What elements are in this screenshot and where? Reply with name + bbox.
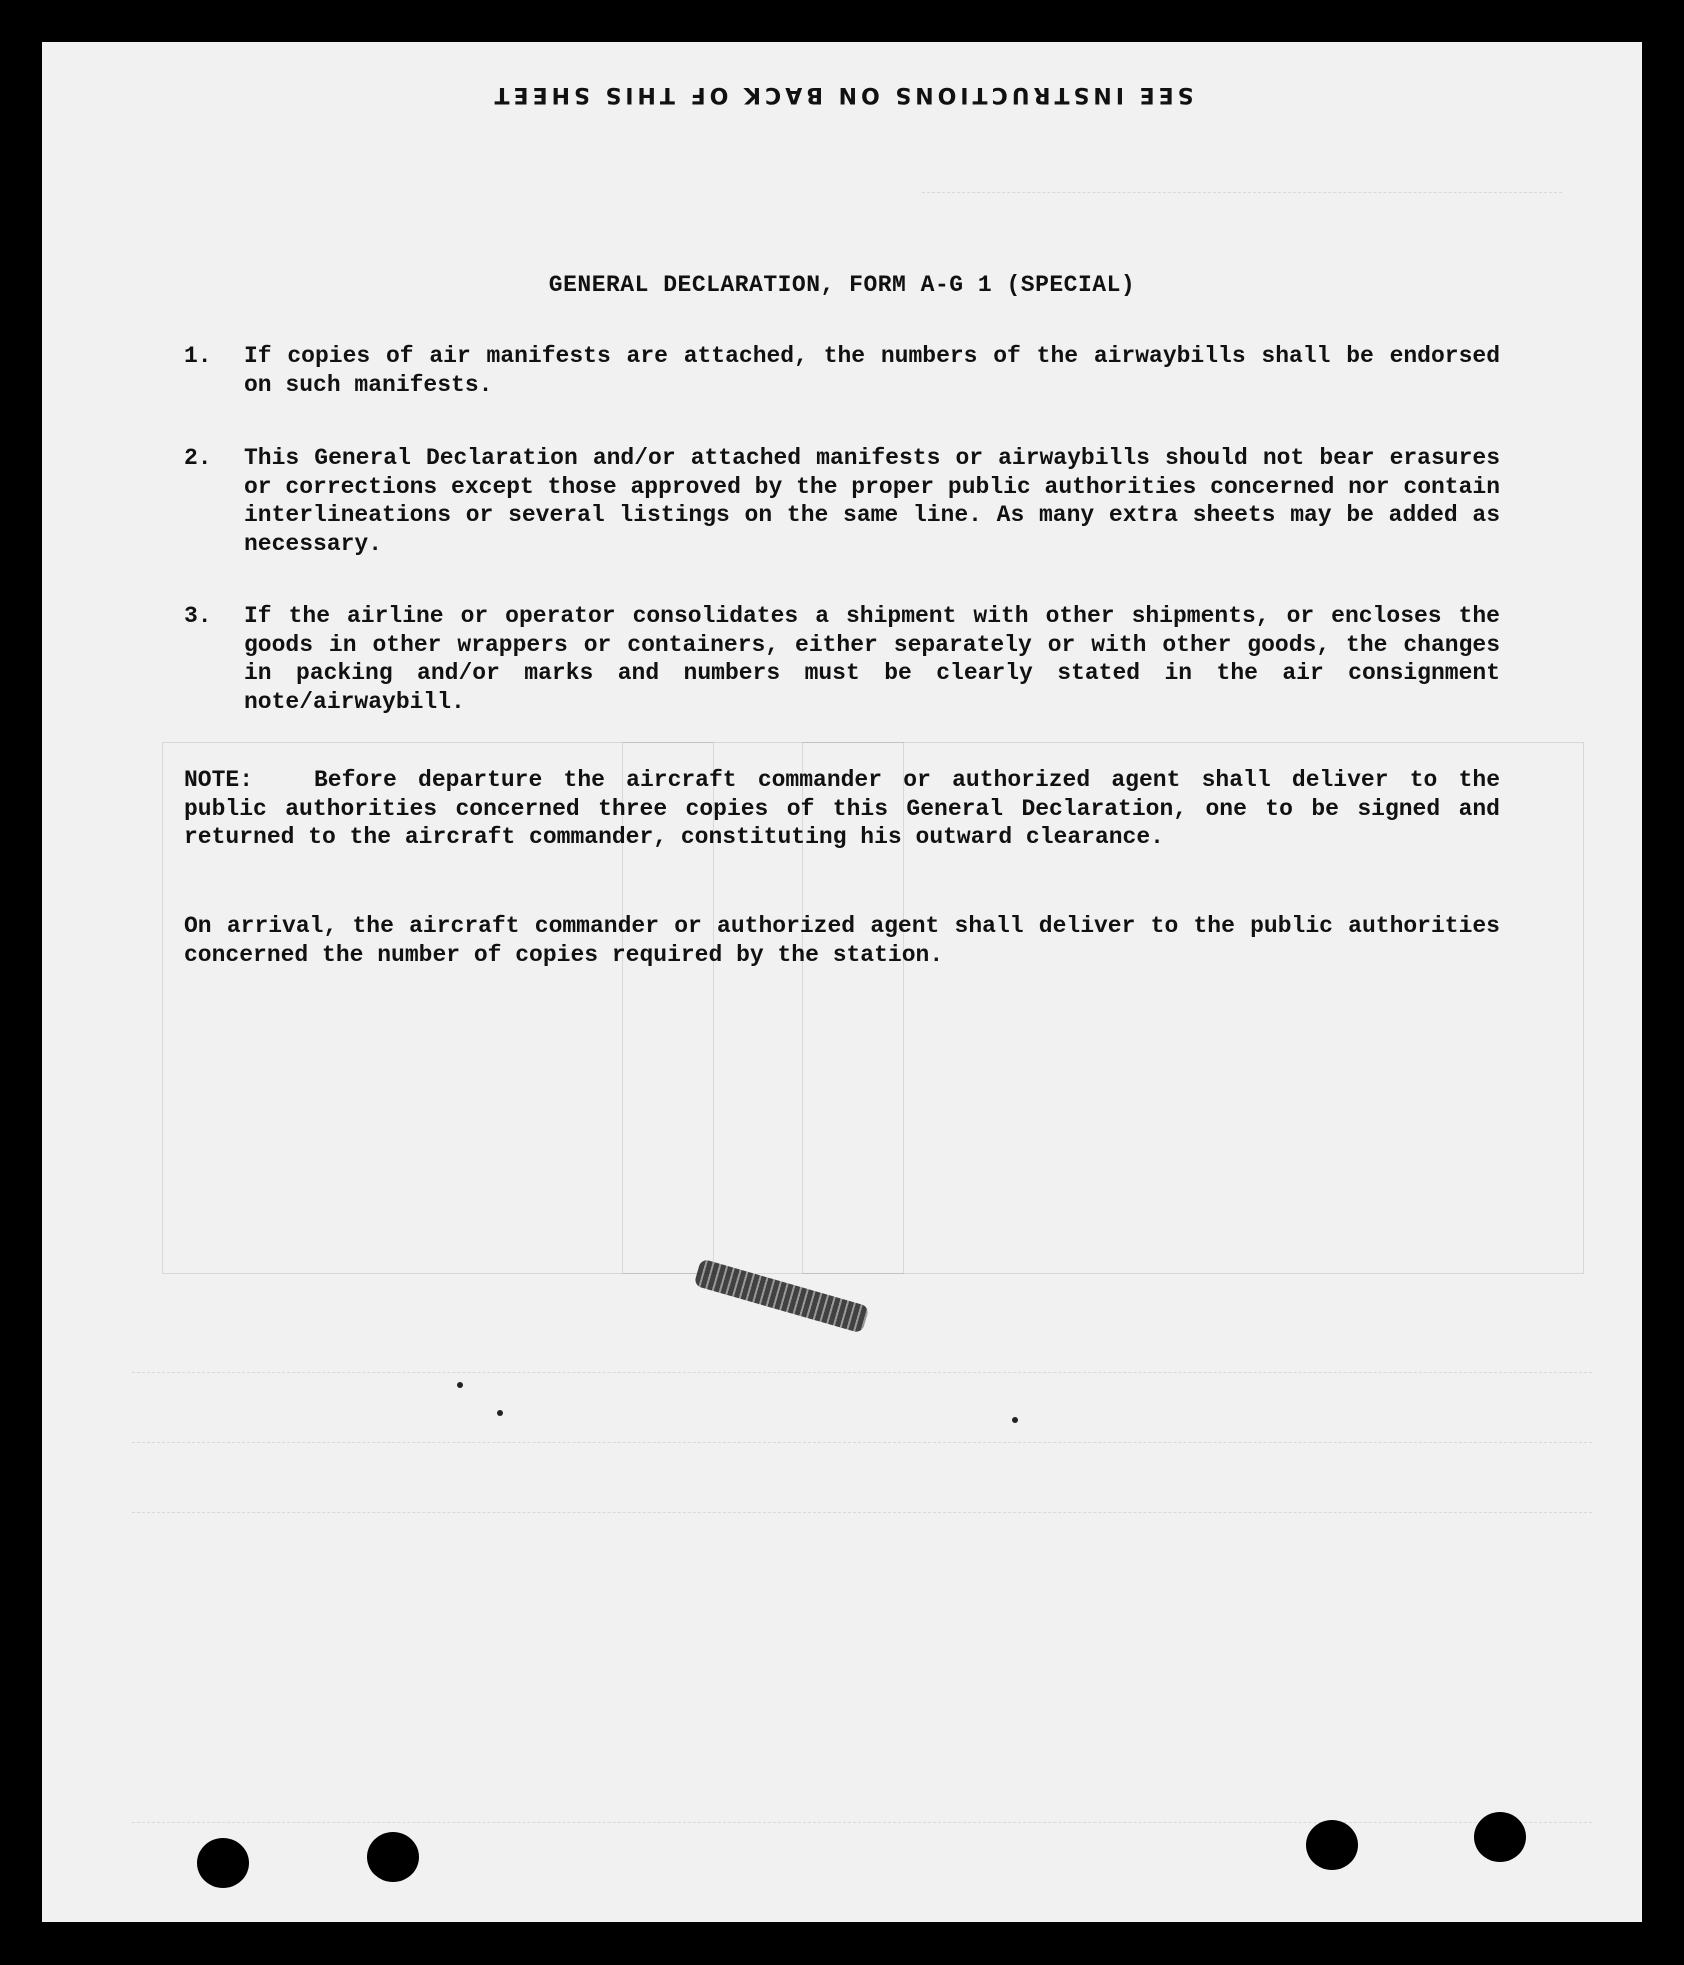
speck	[1012, 1417, 1018, 1423]
list-item	[184, 602, 1500, 720]
item-text: This General Declaration and/or attached manifests or airwaybills should not bear erasures or corrections except those approved by the proper public authorities concerned nor contain interlineations or several listings on the same line. As many extra sheets may be added as necessary.	[244, 445, 1501, 557]
note-text: Before departure the aircraft commander or authorized agent shall deliver to the public authorities concerned three copies of this General Declaration, one to be signed and returned to the aircraft commander, constituting his outward clearance.	[184, 767, 1500, 850]
speck	[497, 1410, 503, 1416]
list-item	[184, 342, 1500, 402]
item-number: 3.	[184, 603, 212, 629]
list-item	[184, 444, 1500, 562]
bleed-through-rule	[132, 1822, 1592, 1823]
punch-hole	[1306, 1820, 1358, 1870]
page-title: GENERAL DECLARATION, FORM A-G 1 (SPECIAL)	[548, 272, 1136, 298]
note-label: NOTE:	[184, 767, 254, 793]
item-text: If the airline or operator consolidates a shipment with other shipments, or encloses the goods in other wrappers or containers, either separately or with other goods, the changes in packing and/or marks and numbers must be clearly stated in the air consignment note/airwaybill.	[244, 603, 1500, 715]
document-sheet	[42, 42, 1642, 1922]
bleed-through-rule	[132, 1512, 1592, 1513]
bleed-through-rule	[132, 1372, 1592, 1373]
arrival-paragraph: On arrival, the aircraft commander or authorized agent shall deliver to the public authorities concerned the number of copies required by the station.	[184, 913, 1500, 968]
mirrored-header: SEE INSTRUCTIONS ON BACK OF THIS SHEET	[490, 82, 1194, 107]
note-paragraph	[184, 766, 1500, 852]
item-text: If copies of air manifests are attached, the numbers of the airwaybills shall be endorsed on such manifests.	[244, 343, 1500, 398]
speck	[457, 1382, 463, 1388]
punch-hole	[367, 1832, 419, 1882]
bleed-through-rule	[132, 1442, 1592, 1443]
punch-hole	[197, 1838, 249, 1888]
item-number: 2.	[184, 445, 212, 471]
bleed-through-rule	[922, 192, 1562, 193]
item-number: 1.	[184, 343, 212, 369]
punch-hole	[1474, 1812, 1526, 1862]
